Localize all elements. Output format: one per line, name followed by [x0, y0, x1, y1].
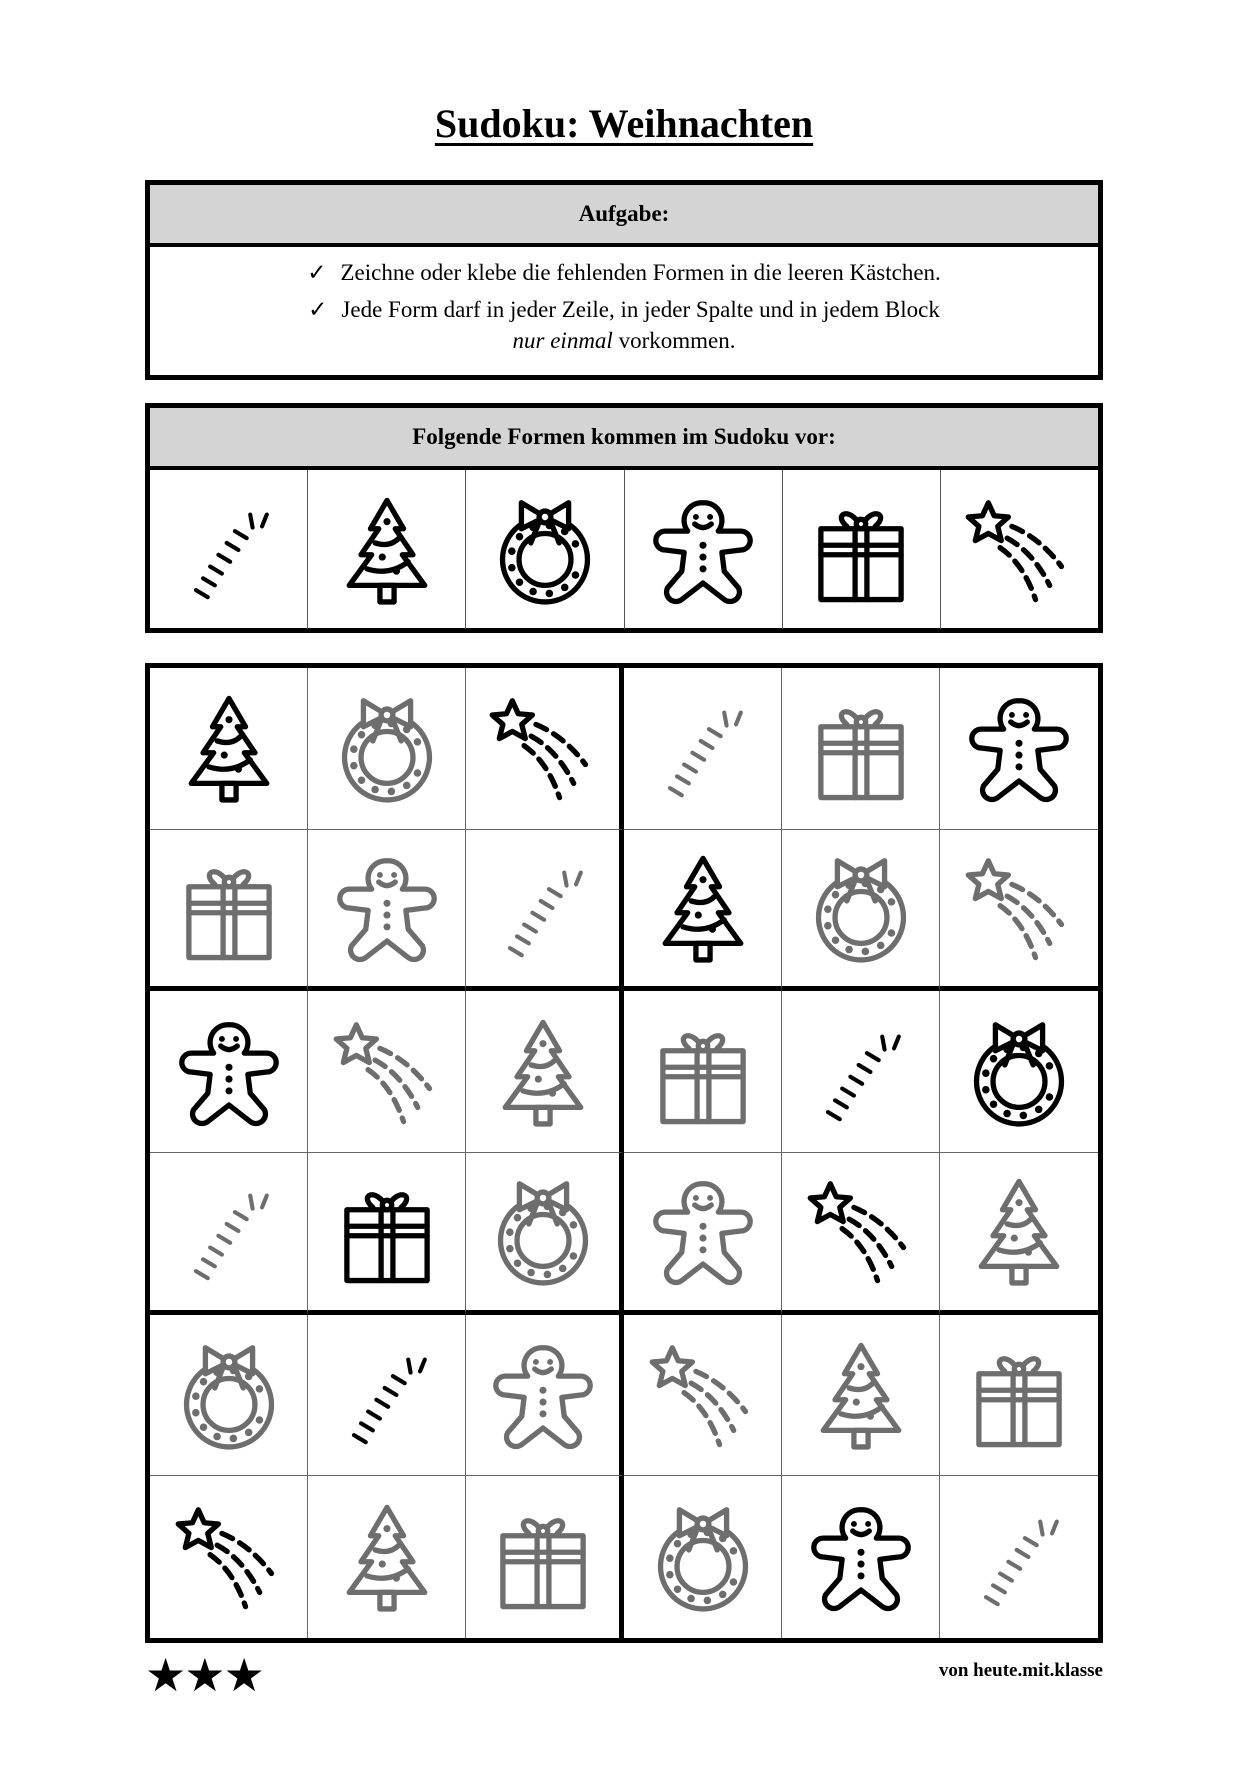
task-heading: Aufgabe:	[150, 185, 1098, 247]
sudoku-cell[interactable]	[150, 1315, 308, 1477]
candy-cane-icon	[802, 1013, 920, 1131]
candy-cane-icon	[170, 491, 288, 609]
legend-row	[150, 470, 1098, 629]
gingerbread-icon	[170, 1013, 288, 1131]
wreath-icon	[170, 1336, 288, 1454]
page-title: Sudoku: Weihnachten	[434, 101, 814, 146]
sudoku-cell[interactable]	[624, 991, 782, 1153]
sudoku-cell[interactable]	[308, 830, 466, 992]
sudoku-cell[interactable]	[940, 830, 1098, 992]
gift-icon	[170, 849, 288, 967]
check-icon: ✓	[307, 260, 327, 285]
gift-icon	[802, 491, 920, 609]
instruction-1: ✓ Zeichne oder klebe die fehlenden Formen in die leeren Kästchen.	[307, 260, 941, 285]
candy-cane-icon	[328, 1336, 446, 1454]
tree-icon	[960, 1172, 1078, 1290]
star-icon	[960, 849, 1078, 967]
sudoku-cell[interactable]	[308, 1476, 466, 1638]
gingerbread-icon	[328, 849, 446, 967]
wreath-icon	[328, 689, 446, 807]
task-instructions	[150, 247, 1098, 356]
sudoku-cell[interactable]	[624, 1476, 782, 1638]
instruction-2: ✓ Jede Form darf in jeder Zeile, in jeder Spalte und in jedem Block	[308, 297, 940, 322]
legend-star	[940, 470, 1098, 629]
tree-icon	[328, 1498, 446, 1616]
gift-icon	[960, 1336, 1078, 1454]
tree-icon	[644, 849, 762, 967]
candy-cane-icon	[484, 849, 602, 967]
sudoku-cell[interactable]	[308, 668, 466, 830]
gingerbread-icon	[484, 1336, 602, 1454]
credit-text: von heute.mit.klasse	[938, 1660, 1103, 1681]
sudoku-cell[interactable]	[308, 991, 466, 1153]
wreath-icon	[802, 849, 920, 967]
sudoku-cell[interactable]	[466, 1315, 624, 1477]
wreath-icon	[486, 491, 604, 609]
legend-gift	[782, 470, 940, 629]
gingerbread-icon	[644, 491, 762, 609]
task-box	[145, 180, 1103, 380]
gingerbread-icon	[644, 1172, 762, 1290]
emphasis-text: nur einmal	[512, 328, 613, 353]
sudoku-cell[interactable]	[466, 668, 624, 830]
legend-heading: Folgende Formen kommen im Sudoku vor:	[150, 408, 1098, 470]
sudoku-cell[interactable]	[624, 1153, 782, 1315]
tree-icon	[170, 689, 288, 807]
sudoku-cell[interactable]	[308, 1315, 466, 1477]
sudoku-cell[interactable]	[940, 1476, 1098, 1638]
sudoku-cell[interactable]	[308, 1153, 466, 1315]
tree-icon	[484, 1013, 602, 1131]
shapes-legend	[145, 403, 1103, 633]
instruction-2-continued: nur einmal vorkommen.	[512, 328, 736, 353]
candy-cane-icon	[170, 1172, 288, 1290]
difficulty-stars: ★★★	[145, 1648, 263, 1702]
sudoku-cell[interactable]	[466, 1476, 624, 1638]
sudoku-cell[interactable]	[150, 668, 308, 830]
sudoku-cell[interactable]	[150, 991, 308, 1153]
legend-tree	[307, 470, 465, 629]
sudoku-grid	[145, 663, 1103, 1643]
legend-gingerbread	[624, 470, 782, 629]
candy-cane-icon	[960, 1498, 1078, 1616]
check-icon: ✓	[308, 297, 328, 322]
star-icon	[960, 491, 1078, 609]
legend-candy-cane	[150, 470, 307, 629]
sudoku-cell[interactable]	[782, 830, 940, 992]
wreath-icon	[484, 1172, 602, 1290]
sudoku-cell[interactable]	[150, 1153, 308, 1315]
sudoku-cell[interactable]	[624, 668, 782, 830]
star-icon	[328, 1013, 446, 1131]
sudoku-cell[interactable]	[940, 1315, 1098, 1477]
gingerbread-icon	[802, 1498, 920, 1616]
sudoku-cell[interactable]	[940, 668, 1098, 830]
wreath-icon	[644, 1498, 762, 1616]
gift-icon	[484, 1498, 602, 1616]
tree-icon	[802, 1336, 920, 1454]
sudoku-cell[interactable]	[782, 668, 940, 830]
sudoku-cell[interactable]	[624, 1315, 782, 1477]
candy-cane-icon	[644, 689, 762, 807]
star-icon	[170, 1498, 288, 1616]
sudoku-cell[interactable]	[466, 1153, 624, 1315]
sudoku-cell[interactable]	[782, 1153, 940, 1315]
star-icon	[802, 1172, 920, 1290]
sudoku-cell[interactable]	[782, 1476, 940, 1638]
tree-icon	[328, 491, 446, 609]
star-icon	[644, 1336, 762, 1454]
sudoku-cell[interactable]	[150, 830, 308, 992]
legend-wreath	[465, 470, 623, 629]
sudoku-cell[interactable]	[782, 1315, 940, 1477]
wreath-icon	[960, 1013, 1078, 1131]
sudoku-cell[interactable]	[940, 1153, 1098, 1315]
sudoku-cell[interactable]	[624, 830, 782, 992]
gift-icon	[644, 1013, 762, 1131]
gingerbread-icon	[960, 689, 1078, 807]
sudoku-cell[interactable]	[150, 1476, 308, 1638]
gift-icon	[802, 689, 920, 807]
sudoku-cell[interactable]	[940, 991, 1098, 1153]
sudoku-cell[interactable]	[782, 991, 940, 1153]
sudoku-cell[interactable]	[466, 830, 624, 992]
gift-icon	[328, 1172, 446, 1290]
star-icon	[484, 689, 602, 807]
sudoku-cell[interactable]	[466, 991, 624, 1153]
